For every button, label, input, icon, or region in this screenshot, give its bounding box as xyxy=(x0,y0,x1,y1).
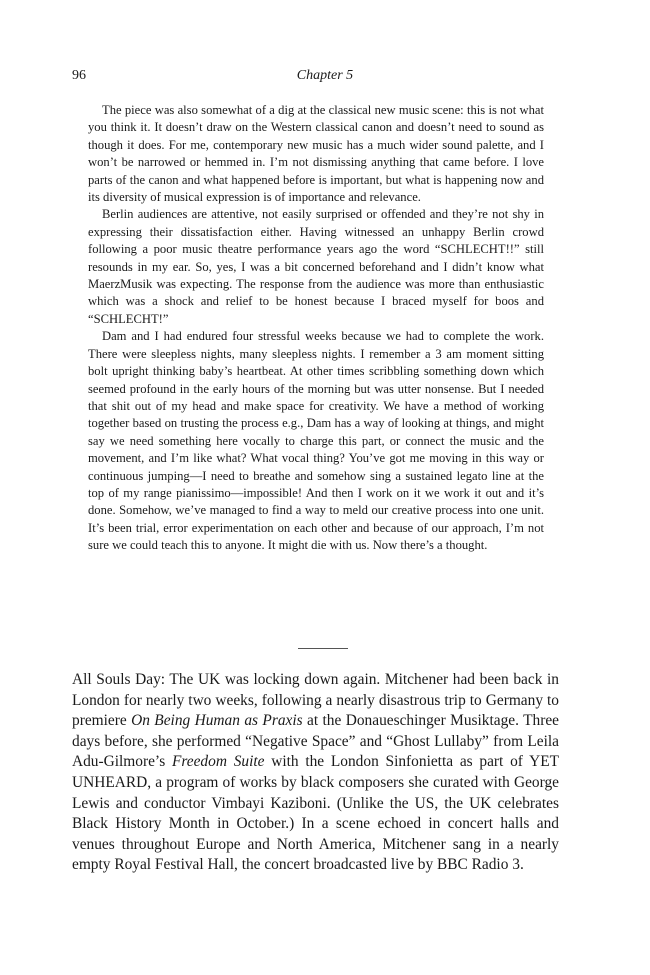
block-quote xyxy=(88,102,544,555)
body-text-run: at the Donaueschinger Musiktage. Three days before, she performed “Negative Space” and “Ghost Lullaby” from Leila Adu-Gilmore’s xyxy=(72,712,559,771)
section-divider xyxy=(298,648,348,649)
body-text xyxy=(72,670,559,876)
body-text-run: All Souls Day: The UK was locking down again. Mitchener had been back in London for nearly two weeks, following a nearly disastrous trip to Germany to premiere xyxy=(72,671,559,730)
running-head: Chapter 5 xyxy=(296,68,354,83)
body-text-run: with the London Sinfonietta as part of YET UNHEARD, a program of works by black composers she curated with George Lewis and conductor Vimbayi Kaziboni. (Unlike the US, the UK celebrates Black History Month in October.) In a scene echoed in concert halls and venues throughout Europe and North America, Mitchener sang in a nearly empty Royal Festival Hall, the concert broadcasted live by BBC Radio 3. xyxy=(72,753,559,874)
page-header xyxy=(72,68,578,88)
quote-paragraph: Berlin audiences are attentive, not easily surprised or offended and they’re not shy in expressing their dissatisfaction either. Having witnessed an unhappy Berlin crowd following a poor music theatre performance years ago the word “SCHLECHT!!” still resounds in my ear. So, yes, I was a bit concerned beforehand and I didn’t know what MaerzMusik was expecting. The response from the audience was more than enthusiastic which was a shock and relief to be honest because I braced myself for boos and “SCHLECHT!” xyxy=(88,207,544,326)
quote-paragraph: The piece was also somewhat of a dig at the classical new music scene: this is not what you think it. It doesn’t draw on the Western classical canon and doesn’t need to sound as though it does. For me, contemporary new music has a much wider sound palette, and I won’t be narrowed or hemmed in. I’m not dismissing anything that came before. I love parts of the canon and what happened before is important, but what is happening now and its diversity of musical expression is of importance and relevance. xyxy=(88,103,544,205)
page-number: 96 xyxy=(72,68,86,83)
quote-paragraph: Dam and I had endured four stressful weeks because we had to complete the work. There were sleepless nights, many sleepless nights. I remember a 3 am moment sitting bolt upright thinking baby’s heartbeat. At other times scribbling something down which seemed profound in the early hours of the morning but was utter nonsense. But I needed that shit out of my head and make space for creativity. We have a method of working together based on trusting the process e.g., Dam has a way of looking at things, and might say we need something here vocally to charge this part, or connect the music and the movement, and I’m like what? What vocal thing? You’ve got me moving in this way or continuous jumping—I need to breathe and somehow sing a sustained legato line at the top of my range pianissimo—impossible! And then I work on it we work it out and it’s done. Somehow, we’ve managed to find a way to meld our creative process into one unit. It’s been trial, error experimentation on each other and because of our approach, I’m not sure we could teach this to anyone. It might die with us. Now there’s a thought. xyxy=(88,329,544,553)
work-title: On Being Human as Praxis xyxy=(131,712,303,730)
body-paragraph xyxy=(72,670,559,876)
work-title: Freedom Suite xyxy=(171,753,265,771)
